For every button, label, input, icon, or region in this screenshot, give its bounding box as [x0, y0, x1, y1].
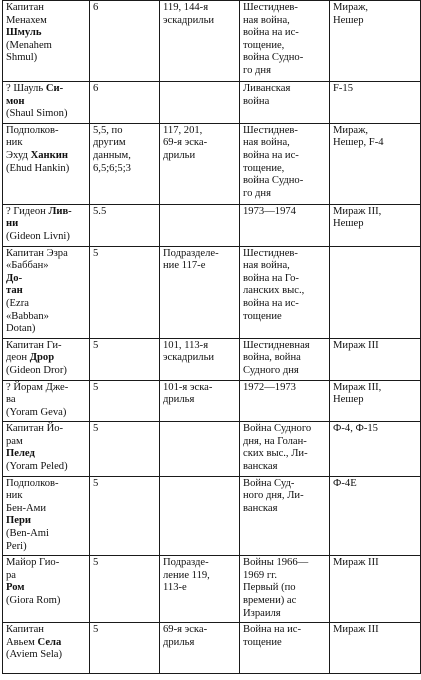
unit-cell [160, 123, 240, 204]
victories-value: 5,5, по [93, 124, 123, 136]
aircraft-cell [330, 556, 421, 623]
war-line: Первый (по [243, 582, 296, 594]
pilot-surname: Дрор [29, 352, 55, 364]
unit-line: 113-е [163, 582, 187, 594]
war-line: война на Го- [243, 272, 299, 284]
war-cell [240, 204, 330, 246]
pilot-surname: Села [37, 636, 62, 648]
war-line: ванская [243, 502, 278, 514]
aircraft-line: Мираж, [333, 2, 369, 13]
war-line: Война Судного [243, 423, 312, 435]
war-line: Ливанская [243, 83, 291, 94]
victories-cell [90, 82, 160, 124]
unit-line: 119, 144-я [163, 2, 209, 13]
war-cell [240, 82, 330, 124]
aircraft-line: Мираж III, [333, 205, 382, 217]
table-row [3, 204, 421, 246]
pilot-rank-line: Капитан Йо- [6, 423, 64, 435]
pilot-name-line [6, 218, 86, 231]
pilot-latin-name: (Ehud Hankin) [6, 162, 70, 174]
pilot-rank-line: Капитан Ги- [6, 339, 62, 351]
pilot-rank-line: ник [6, 490, 23, 502]
war-line: Шестиднев- [243, 124, 298, 136]
aircraft-cell [330, 623, 421, 674]
pilot-latin-name: (Shaul Simon) [6, 108, 68, 120]
war-line: тощение [243, 636, 282, 648]
war-line: Судного дня [243, 364, 299, 376]
pilot-name-line [6, 285, 86, 298]
table-row [3, 338, 421, 380]
war-line: война, война [243, 352, 301, 364]
war-line: ного дня, Ли- [243, 490, 304, 502]
aircraft-cell [330, 338, 421, 380]
victories-cell [90, 380, 160, 422]
unit-cell [160, 422, 240, 476]
unit-cell [160, 204, 240, 246]
victories-cell [90, 476, 160, 556]
pilot-name-line [6, 206, 86, 219]
war-line: Шестиднев- [243, 247, 298, 259]
victories-value: 5.5 [93, 205, 107, 217]
war-line: Шестидневная [243, 339, 310, 351]
pilot-latin-name: Dotan) [6, 323, 36, 335]
unit-cell [160, 338, 240, 380]
victories-cell [90, 623, 160, 674]
victories-value: 5 [93, 339, 99, 351]
war-cell [240, 623, 330, 674]
pilot-latin-name: (Yoram Peled) [6, 461, 68, 473]
war-line: тощение [243, 310, 282, 322]
aces-table [2, 0, 421, 674]
war-cell [240, 422, 330, 476]
table-row [3, 1, 421, 82]
war-cell [240, 1, 330, 82]
victories-cell [90, 1, 160, 82]
pilot-surname: Ром [6, 582, 25, 594]
aircraft-line: Нешер [333, 14, 364, 26]
victories-cell [90, 123, 160, 204]
pilot-rank-line: Капитан Эзра [6, 247, 68, 259]
war-line: ная война, [243, 260, 290, 272]
pilot-surname: Си- [45, 83, 64, 94]
victories-cell [90, 204, 160, 246]
aircraft-line: Ф-4Е [333, 477, 357, 489]
table-row [3, 556, 421, 623]
war-line: ванская [243, 461, 278, 473]
war-cell [240, 246, 330, 338]
war-line: 1973—1974 [243, 205, 296, 217]
victories-value: 5 [93, 247, 99, 259]
pilot-name-line [6, 150, 86, 163]
pilot-surname: Пери [6, 515, 31, 527]
aircraft-cell [330, 82, 421, 124]
war-line: война на ис- [243, 149, 299, 161]
aircraft-line: F-15 [333, 83, 354, 94]
victories-value: другим [93, 137, 126, 149]
table-row [3, 246, 421, 338]
pilot-latin-name: (Ezra [6, 297, 29, 309]
victories-value: 6 [93, 2, 99, 13]
table-row [3, 623, 421, 674]
pilot-surname: Ханкин [30, 149, 68, 161]
war-line: тощение, [243, 39, 285, 51]
pilot-rank-line: ва [6, 394, 16, 406]
unit-line: 101-я эска- [163, 381, 213, 393]
table-row [3, 422, 421, 476]
war-line: ланских выс., [243, 285, 305, 297]
unit-line: 117, 201, [163, 124, 203, 136]
unit-line: 101, 113-я [163, 339, 209, 351]
unit-line: дрильи [163, 149, 196, 161]
unit-line: 69-я эска- [163, 137, 208, 149]
victories-value: 6,5;6;5;3 [93, 162, 131, 174]
victories-value: 5 [93, 381, 99, 393]
aircraft-cell [330, 422, 421, 476]
pilot-rank-line: Капитан [6, 2, 44, 13]
pilot-cell [3, 204, 90, 246]
aircraft-line: Нешер [333, 394, 364, 406]
pilot-surname: Пелед [6, 448, 35, 460]
pilot-latin-name: (Gideon Livni) [6, 230, 70, 242]
aircraft-cell [330, 380, 421, 422]
pilot-name-line [6, 273, 86, 286]
war-line: дня, на Голан- [243, 435, 307, 447]
pilot-cell [3, 123, 90, 204]
war-line: война [243, 95, 270, 107]
aircraft-cell [330, 204, 421, 246]
pilot-cell [3, 623, 90, 674]
table-row [3, 380, 421, 422]
pilot-cell [3, 246, 90, 338]
victories-cell [90, 246, 160, 338]
pilot-latin-name: Peri) [6, 540, 27, 552]
pilot-surname: тан [6, 285, 23, 297]
war-line: война на ис- [243, 297, 299, 309]
war-line: Война на ис- [243, 624, 301, 636]
unit-line: эскадрильи [163, 352, 215, 364]
aircraft-line: Мираж III [333, 624, 379, 636]
unit-line: эскадрильи [163, 14, 215, 26]
unit-cell [160, 82, 240, 124]
pilot-surname: Лив- [48, 205, 72, 217]
aircraft-line: Мираж III, [333, 381, 382, 393]
pilot-cell [3, 82, 90, 124]
war-line: война на ис- [243, 27, 299, 39]
pilot-name-line [6, 448, 86, 461]
aircraft-line: Нешер [333, 218, 364, 230]
war-line: 1972—1973 [243, 381, 296, 393]
victories-value: 5 [93, 557, 99, 569]
war-line: времени) ас [243, 595, 297, 606]
pilot-cell [3, 1, 90, 82]
pilot-rank-line: ра [6, 569, 16, 581]
war-cell [240, 556, 330, 623]
pilot-name-text: Эхуд [6, 149, 31, 161]
pilot-rank-line: Капитан [6, 624, 44, 636]
unit-line: дрилья [163, 636, 195, 648]
table-body [3, 1, 421, 674]
pilot-cell [3, 476, 90, 556]
war-cell [240, 338, 330, 380]
pilot-latin-name: «Babban» [6, 310, 49, 322]
pilot-rank-line: «Баббан» [6, 260, 49, 272]
war-line: 1969 гг. [243, 569, 277, 581]
aircraft-cell [330, 1, 421, 82]
pilot-name-line [6, 96, 86, 109]
pilot-latin-name: (Yoram Geva) [6, 406, 67, 418]
war-line: Войны 1966— [243, 557, 309, 569]
war-line: ная война, [243, 14, 290, 26]
victories-value: 6 [93, 83, 99, 94]
pilot-latin-name: (Aviem Sela) [6, 649, 62, 661]
war-line: ная война, [243, 137, 290, 149]
victories-value: 5 [93, 624, 99, 636]
pilot-cell [3, 338, 90, 380]
pilot-rank-line: ? Йорам Дже- [6, 381, 69, 393]
victories-cell [90, 556, 160, 623]
unit-line: ние 117-е [163, 260, 206, 272]
victories-cell [90, 338, 160, 380]
unit-line: Подразделе- [163, 247, 219, 259]
pilot-rank-line: Майор Гио- [6, 557, 60, 569]
pilot-name-text: ? Шауль [6, 83, 46, 94]
pilot-name-text: деон [6, 352, 30, 364]
aircraft-line: Ф-4, Ф-15 [333, 423, 378, 435]
victories-value: 5 [93, 477, 99, 489]
pilot-rank-line: Подполков- [6, 477, 59, 489]
war-line: го дня [243, 187, 271, 199]
pilot-rank-line: Подполков- [6, 124, 59, 136]
war-line: ских выс., Ли- [243, 448, 308, 460]
victories-value: данным, [93, 149, 131, 161]
pilot-rank-line: ник [6, 137, 23, 149]
victories-cell [90, 422, 160, 476]
pilot-name-text: ? Гидеон [6, 205, 49, 217]
pilot-latin-name: (Gideon Dror) [6, 364, 67, 376]
pilot-latin-name: Shmul) [6, 52, 38, 64]
aircraft-line: Мираж III [333, 339, 379, 351]
war-line: война Судно- [243, 52, 304, 64]
unit-line: Подразде- [163, 557, 209, 569]
pilot-cell [3, 380, 90, 422]
pilot-surname: Шмуль [6, 27, 42, 39]
table-row [3, 123, 421, 204]
pilot-cell [3, 556, 90, 623]
pilot-surname: До- [6, 272, 23, 284]
war-line: го дня [243, 64, 271, 76]
unit-cell [160, 623, 240, 674]
aircraft-cell [330, 476, 421, 556]
table-row [3, 476, 421, 556]
table-row [3, 82, 421, 124]
pilot-rank-line: рам [6, 435, 23, 447]
pilot-latin-name: (Giora Rom) [6, 595, 61, 606]
war-line: война Судно- [243, 175, 304, 187]
unit-cell [160, 246, 240, 338]
unit-cell [160, 1, 240, 82]
pilot-name-line [6, 637, 86, 650]
unit-line: ление 119, [163, 569, 210, 581]
pilot-name-line [6, 582, 86, 595]
pilot-latin-name: (Menahem [6, 39, 52, 51]
pilot-name-line [6, 27, 86, 40]
war-line: Шестиднев- [243, 2, 298, 13]
pilot-name-line [6, 352, 86, 365]
aircraft-cell [330, 246, 421, 338]
unit-cell [160, 476, 240, 556]
pilot-surname: мон [6, 95, 25, 107]
war-line: тощение, [243, 162, 285, 174]
pilot-cell [3, 422, 90, 476]
pilot-latin-name: (Ben-Ami [6, 528, 49, 540]
aircraft-line: Нешер, F-4 [333, 137, 384, 149]
aircraft-line: Мираж, [333, 124, 369, 136]
pilot-name-text: Авьем [6, 636, 38, 648]
war-cell [240, 380, 330, 422]
war-cell [240, 123, 330, 204]
war-cell [240, 476, 330, 556]
unit-cell [160, 380, 240, 422]
unit-line: дрилья [163, 394, 195, 406]
pilot-rank-line: Бен-Ами [6, 502, 47, 514]
pilot-name-line [6, 83, 86, 96]
aircraft-cell [330, 123, 421, 204]
pilot-rank-line: Менахем [6, 14, 47, 26]
war-line: Израиля [243, 607, 281, 619]
victories-value: 5 [93, 423, 99, 435]
unit-line: 69-я эска- [163, 624, 208, 636]
aircraft-line: Мираж III [333, 557, 379, 569]
pilot-name-line [6, 515, 86, 528]
war-line: Война Суд- [243, 477, 295, 489]
pilot-surname: ни [6, 218, 19, 230]
unit-cell [160, 556, 240, 623]
